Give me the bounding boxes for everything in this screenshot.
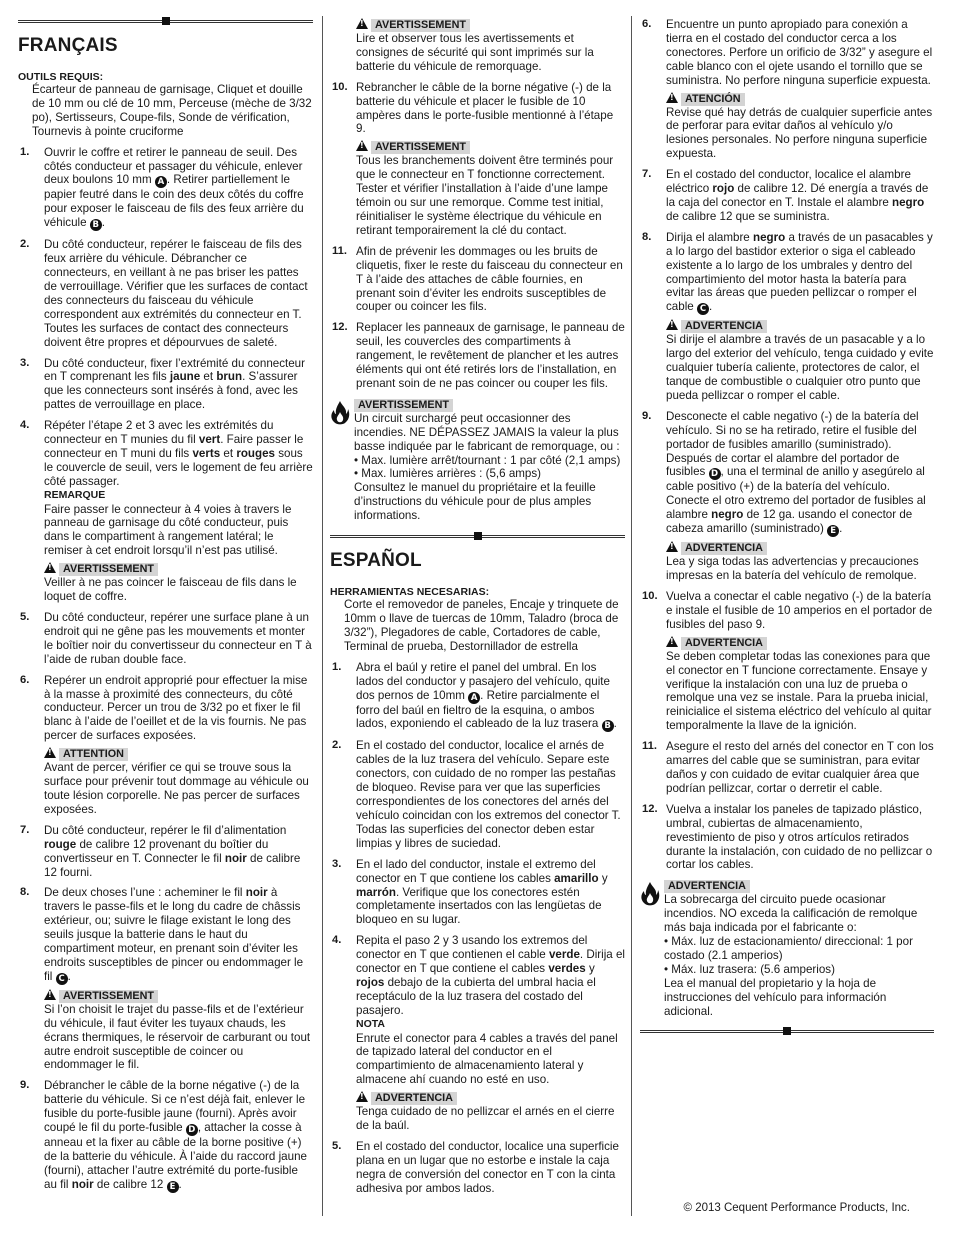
tools-text-fr: Écarteur de panneau de garnisage, Cliquet et douille de 10 mm ou clé de 10 mm, Perceuse (mèche de 3/32 po), Sertisseurs, Coupe-fils, Sonde de vérification, Tournevis à pointe cruciforme [32, 83, 312, 138]
warning-label: ADVERTENCIA [681, 320, 767, 333]
fire-warning-fr: AVERTISSEMENT Un circuit surchargé peut occasionner des incendies. NE DÉPASSEZ JAMAIS la valeur la plus basse indiquée par le fabricant de remorquage, ou : • Max. lumière arrêt/tournant : 1 par côté (2,1 amps) • Max. lumières arrières : (5,6 amps) Consultez le manuel du propriétaire et la feuille d’instructions du véhicule pour de plus amples informations. [330, 398, 625, 523]
step-number: 3. [20, 356, 30, 369]
step-11-es: 11. Asegure el resto del arnés del conector en T con los amarres del cable que se suministran, para evitar daños y con cuidado de evitar cualquier área que podrían pellizcar, cortar o derretir el cable. [642, 740, 934, 795]
step-4-fr: 4. Répéter l’étape 2 et 3 avec les extrémités du connecteur en T munies du fil vert. Faire passer le connecteur en T muni du fils verts et rouges sous le couvercle de seuil, vers le logement de feu arrière côté passager. REMARQUE Faire passer le connecteur à 4 voies à travers le panneau de garnisage du côté conducteur, puis dans le compartiment à rangement latéral; le remiser à cet endroit lorsqu’il n’est pas utilisé. !AVERTISSEMENT Veiller à ne pas coincer le faisceau de fils dans le loquet de coffre. [18, 419, 313, 604]
step-4-es: 4. Repita el paso 2 y 3 usando los extremos del conector en T que contienen el cable verde. Dirija el conector en T que contiene el cables verdes y rojos debajo de la cubierta del umbral hacia el receptáculo de la luz trasera del costado del pasajero. NOTA Enrute el conector para 4 cables a través del panel de tapizado lateral del conductor en el compartimiento de almacenamiento lateral y almacene ahí cuando no esté en uso. !ADVERTENCIA Tenga cuidado de no pellizcar el arnés en el cierre de la baúl. [330, 934, 625, 1133]
warning-5-fr: !AVERTISSEMENT Tous les branchements doivent être terminés pour que le connecteur en T fonctionne correctement. Tester et vérifier l’installation à l’aide d’une lampe témoin ou sur une remorque. Comme test initial, réinitialiser le système électrique du véhicule en retirant temporairement la clé du contact. [356, 140, 625, 237]
warning-triangle-icon [44, 747, 56, 758]
marker-b-icon: B [90, 219, 102, 231]
step-5-fr: 5. Du côté conducteur, repérer une surface plane à un endroit qui ne gêne pas les mouvements et monter le boîtier noir du convertisseur du connecteur en T à l’aide de ruban double face. [20, 611, 312, 666]
warning-label: ATENCIÓN [681, 93, 745, 106]
column-divider-2 [631, 16, 632, 1216]
tools-heading-es: HERRAMIENTAS NECESARIAS: [330, 586, 490, 599]
column-3 [640, 0, 934, 1033]
warning-label: AVERTISSEMENT [371, 141, 470, 154]
warning-label: ADVERTENCIA [371, 1092, 457, 1105]
fire-icon [330, 400, 350, 426]
warning-triangle-icon [356, 18, 368, 29]
step-number: 1. [20, 145, 30, 158]
step-6-fr: 6. Repérer un endroit approprié pour effectuer la mise à la masse à proximité des connecteurs, du côté conducteur. Percer un trou de 3/32 po et fixer le fil blanc à l’aide de l’oeillet et de la vis fournis. Ne pas percer de surfaces exposées. !ATTENTION Avant de percer, vérifier ce qui se trouve sous la surface pour prévenir tout dommage au véhicule ou toute lésion corporelle. Ne pas percer de surfaces exposées. [18, 674, 313, 817]
section-rule [640, 1030, 934, 1033]
section-rule [18, 20, 313, 23]
warning-2-es: !ATENCIÓN Revise qué hay detrás de cualquier superficie antes de perforar para evitar daños al vehículo y/o lesiones personales. No perfore ninguna superficie expuesta. [666, 92, 934, 162]
warning-triangle-icon [666, 541, 678, 552]
step-1-fr: 1. Ouvrir le coffre et retirer le panneau de seuil. Des côtés conducteur et passager du véhicule, enlever deux boulons 10 mm A . Retirer partiellement le papier feutré dans le coin des deux côtés du coffre pour exposer le faisceau de fils des feux arrière du véhicule B . [20, 145, 304, 231]
column-1 [18, 0, 313, 1200]
step-number: 3. [332, 857, 342, 870]
step-12-fr: 12. Replacer les panneaux de garnisage, le panneau de seuil, les couvercles des compartiments à rangement, le revêtement de plancher et les autres éléments qui ont été retirés lors de l’installation, en prenant soin de ne pas coincer ou couper les fils. [332, 321, 625, 390]
step-11-fr: 11. Afin de prévenir les dommages ou les bruits de cliquetis, fixer le reste du faisceau du connecteur en T à l’aide des attaches de câble fournies, en prenant soin d’éviter les endroits susceptibles de couper ou coincer les fils. [332, 244, 623, 314]
step-10-fr: 10. Rebrancher le câble de la borne négative (-) de la batterie du véhicule et placer le fusible de 10 ampères dans le porte-fusible mentionné à l’étape 9. !AVERTISSEMENT Tous les branchements doivent être terminés pour que le connecteur en T fonctionne correctement. Tester et vérifier l’installation à l’aide d’une lampe témoin ou sur une remorque. Comme test initial, réinitialiser le système électrique du véhicule en retirant temporairement la clé du contact. [330, 81, 625, 238]
warning-label: AVERTISSEMENT [59, 563, 158, 576]
marker-a-icon: A [468, 692, 480, 704]
marker-e-icon: E [167, 1181, 179, 1193]
step-number: 7. [642, 168, 652, 181]
section-rule [330, 535, 625, 538]
step-number: 7. [20, 823, 30, 836]
step-number: 11. [332, 244, 347, 257]
step-6-es: 6. Encuentre un punto apropiado para conexión a tierra en el costado del conductor cerca a los conectores. Perfore un orificio de 3/32” y asegure el cable blanco con el ojete usando el tornillo que se suministra. No perfore ninguna superficie expuesta. !ATENCIÓN Revise qué hay detrás de cualquier superficie antes de perforar para evitar daños al vehículo y/o lesiones personales. No perfore ninguna superficie expuesta. [640, 18, 934, 161]
step-10-es: 10. Vuelva a conectar el cable negativo (-) de la batería e instale el fusible de 10 amperios en el portador de fusibles del paso 9. !ADVERTENCIA Se deben completar todas las conexiones para que el conector en T funcione correctamente. Ensaye y verifique la instalación con una luz de prueba o remolque una vez se instale. Para la prueba inicial, reinicialice el sistema eléctrico del vehículo al quitar temporalmente la llave de la ignición. [640, 590, 934, 733]
step-9-es: 9. Desconecte el cable negativo (-) de la batería del vehículo. Si no se ha retirado, retire el fusible del portador de fusibles amarillo (suministrado). Después de cortar el alambre del portador de fusibles D , una el terminal de anillo y asegúrelo al cable positivo (+) de la batería del vehículo. Conecte el otro extremo del portador de fusibles al alambre negro de 12 ga. usando el conector de cabeza amarillo (suministrado) E . !ADVERTENCIA Lea y siga todas las advertencias y precauciones impresas en la batería del vehículo de remolque. [640, 410, 934, 583]
warning-1-es: !ADVERTENCIA Tenga cuidado de no pellizcar el arnés en el cierre de la baúl. [356, 1091, 625, 1133]
warning-3-fr: !AVERTISSEMENT Si l’on choisit le trajet du passe-fils et de l’extérieur du véhicule, il faut éviter les tuyaux chauds, les écrans thermiques, le réservoir de carburant ou tout autre endroit susceptible de coincer ou endommager le fil. [44, 989, 313, 1073]
note-text: Enrute el conector para 4 cables a través del panel de tapizado lateral del conductor en el compartimiento de almacenamiento lateral y almacene ahí cuando no esté en uso. [356, 1031, 618, 1087]
marker-b-icon: B [602, 720, 614, 732]
step-2-fr: 2. Du côté conducteur, repérer le faisceau de fils des feux arrière du véhicule. Débrancher ce connecteurs, en veillant à ne pas briser les pattes de verrouillage. Vérifier que les surfaces de contact des connecteurs du faisceau du véhicule correspondent aux extrémités du connecteur en T. Toutes les surfaces de contact des connecteurs doivent être propres et dépourvues de saleté. [20, 238, 308, 349]
note-heading: REMARQUE [44, 488, 106, 501]
step-9-fr: 9. Débrancher le câble de la borne négative (-) de la batterie du véhicule. Si ce n’est déjà fait, enlever le fusible du porte-fusible jaune (fourni). Après avoir coupé le fil du porte-fusible D , attacher la cosse à anneau et la fixer au câble de la borne positive (+) de la batterie du véhicule. À l’aide du raccord jaune (fourni), attacher l’autre extrémité du porte-fusible au fil noir de calibre 12 E . [20, 1079, 307, 1192]
tools-text-es: Corte el removedor de paneles, Encaje y trinquete de 10mm o llave de tuercas de 10mm, Taladro (broca de 3/32”), Plegadores de cable, Cortadores de cable, Terminal de prueba, Destornillador de estrella [344, 598, 619, 653]
warning-label: AVERTISSEMENT [59, 990, 158, 1003]
note-heading: NOTA [356, 1017, 385, 1030]
marker-c-icon: C [56, 973, 68, 985]
warning-2-fr: !ATTENTION Avant de percer, vérifier ce qui se trouve sous la surface pour prévenir tout dommage au véhicule ou toute lésion corporelle. Ne pas percer de surfaces exposées. [44, 747, 313, 817]
step-number: 1. [332, 660, 342, 673]
step-7-fr: 7. Du côté conducteur, repérer le fil d’alimentation rouge de calibre 12 provenant du boîtier du convertisseur en T. Connecter le fil noir de calibre 12 fourni. [20, 823, 301, 879]
warning-4-fr: !AVERTISSEMENT Lire et observer tous les avertissements et consignes de sécurité qui sont imprimés sur la batterie du véhicule de remorquage. [330, 18, 625, 74]
step-3-es: 3. En el lado del conductor, instale el extremo del conector en T que contiene los cables amarillo y marrón. Verifique que los conectores estén completamente insertados con las lengüetas de bloqueo en su lugar. [332, 857, 608, 927]
warning-triangle-icon [356, 140, 368, 151]
warning-label: ADVERTENCIA [681, 637, 767, 650]
warning-label: AVERTISSEMENT [371, 19, 470, 32]
step-3-fr: 3. Du côté conducteur, fixer l’extrémité du connecteur en T comprenant les fils jaune et brun. S’assurer que les connecteurs sont insérés à fond, avec les pattes de verrouillage en place. [20, 356, 305, 412]
marker-d-icon: D [709, 468, 721, 480]
step-1-es: 1. Abra el baúl y retire el panel del umbral. En los lados del conductor y pasajero del vehículo, quite dos pernos de 10mm A . Retire parcialmente el forro del baúl en fieltro de la esquina, o ambos lados, exponiendo el cableado de la luz trasera B . [332, 660, 617, 732]
step-number: 2. [20, 238, 30, 251]
marker-d-icon: D [186, 1124, 198, 1136]
step-number: 12. [332, 321, 348, 334]
step-number: 8. [20, 886, 30, 899]
warning-1-fr: !AVERTISSEMENT Veiller à ne pas coincer le faisceau de fils dans le loquet de coffre. [44, 562, 313, 604]
warning-3-es: !ADVERTENCIA Si dirije el alambre a través de un pasacable y a lo largo del exterior del vehículo, tenga cuidado y evite cualquier tubería caliente, protectores de calor, el tanque de combustible o cualquier otro punto que pueda pellizcar o romper el cable. [666, 319, 934, 403]
step-number: 6. [642, 18, 652, 30]
step-2-es: 2. En el costado del conductor, localice el arnés de cables de la luz trasera del vehículo. Separe este conectors, con cuidado de no romper las pestañas de bloqueo. Revise para ver que las superficies correspondientes de los conectores del arnés del vehículo coincidan con los extremos del conector T. Todas las superficies del conector deben estar limpias y libres de suciedad. [332, 739, 621, 850]
section-title-es: ESPAÑOL [330, 550, 422, 572]
step-number: 5. [20, 611, 30, 623]
marker-c-icon: C [697, 303, 709, 315]
warning-label: ATTENTION [59, 748, 128, 761]
step-number: 5. [332, 1140, 342, 1152]
column-divider-1 [322, 16, 323, 1216]
step-number: 4. [332, 934, 342, 947]
warning-triangle-icon [666, 636, 678, 647]
step-number: 12. [642, 802, 658, 815]
copyright-text: © 2013 Cequent Performance Products, Inc. [683, 1202, 910, 1214]
marker-e-icon: E [827, 525, 839, 537]
step-number: 2. [332, 739, 342, 752]
section-title-fr: FRANÇAIS [18, 35, 118, 56]
warning-triangle-icon [44, 989, 56, 1000]
step-number: 9. [642, 409, 652, 422]
step-7-es: 7. En el costado del conductor, localice el alambre eléctrico rojo de calibre 12. Dé energía a través de la caja del conector en T. Instale el alambre negro de calibre 12 que se suministra. [642, 168, 929, 223]
step-number: 11. [642, 740, 657, 753]
warning-label: AVERTISSEMENT [354, 399, 453, 412]
step-number: 10. [332, 80, 348, 93]
step-number: 4. [20, 419, 30, 432]
step-number: 9. [20, 1079, 30, 1092]
warning-label: ADVERTENCIA [664, 880, 750, 893]
warning-triangle-icon [666, 319, 678, 330]
warning-triangle-icon [666, 92, 678, 103]
marker-a-icon: A [155, 176, 167, 188]
step-number: 10. [642, 590, 658, 602]
note-text: Faire passer le connecteur à 4 voies à travers le panneau de garnisage du côté conducteur, puis dans le compartiment à rangement latéral; le remiser à cet endroit lorsqu’il n’est pas utilisé. [44, 502, 292, 558]
column-2 [330, 0, 625, 1203]
step-number: 6. [20, 673, 30, 686]
fire-warning-es: ADVERTENCIA La sobrecarga del circuito puede ocasionar incendios. NO exceda la calificación de remolque más baja indicada por el fabricante o: • Máx. luz de estacionamiento/ direccional: 1 por costado (2.1 amperios) • Máx. luz trasera: (5.6 amperios) Lea el manual del propietario y la hoja de instrucciones del vehículo para información adicional. [640, 879, 934, 1018]
warning-label: ADVERTENCIA [681, 542, 767, 555]
warning-4-es: !ADVERTENCIA Lea y siga todas las advertencias y precauciones impresas en la batería del vehículo de remolque. [666, 541, 934, 583]
step-5-es: 5. En el costado del conductor, localice una superficie plana en un lugar que no estorbe e instale la caja negra de conversión del conector en T con la cinta adhesiva por ambos lados. [332, 1140, 619, 1195]
step-8-es: 8. Dirija el alambre negro a través de un pasacables y a lo largo del bastidor exterior o siga el cableado existente a lo largo de los umbrales y dentro del compartimiento del motor hasta la batería para evitar las áreas que pueden pellizcar o romper el cable C . !ADVERTENCIA Si dirije el alambre a través de un pasacable y a lo largo del exterior del vehículo, tenga cuidado y evite cualquier tubería caliente, protectores de calor, el tanque de combustible o cualquier otro punto que pueda pellizcar o romper el cable. [640, 231, 934, 403]
warning-triangle-icon [356, 1091, 368, 1102]
step-number: 8. [642, 230, 652, 243]
tools-heading-fr: OUTILS REQUIS: [18, 71, 104, 83]
step-12-es: 12. Vuelva a instalar los paneles de tapizado plástico, umbral, cubiertas de almacenamiento, revestimiento de piso y otros artículos retirados durante la instalación, con cuidado de no pellizcar o cortar los cables. [642, 802, 933, 872]
warning-5-es: !ADVERTENCIA Se deben completar todas las conexiones para que el conector en T funcione correctamente. Ensaye y verifique la instalación con una luz de prueba o remolque una vez se instale. Para la prueba inicial, reinicialice el sistema eléctrico del vehículo al quitar temporalmente la llave de la ignición. [666, 636, 934, 733]
warning-triangle-icon [44, 562, 56, 573]
step-8-fr: 8. De deux choses l’une : acheminer le fil noir à travers le passe-fils et le long du cadre de châssis extérieur, ou; suivre le filage existant le long des seuils jusque la batterie dans le haut du compartiment moteur, en prenant soin d’éviter les endroits susceptibles de pincer ou endommager le fil C . !AVERTISSEMENT Si l’on choisit le trajet du passe-fils et de l’extérieur du véhicule, il faut éviter les tuyaux chauds, les écrans thermiques, le réservoir de carburant ou tout autre endroit susceptible de coincer ou endommager le fil. [18, 886, 313, 1072]
fire-icon [640, 881, 660, 907]
